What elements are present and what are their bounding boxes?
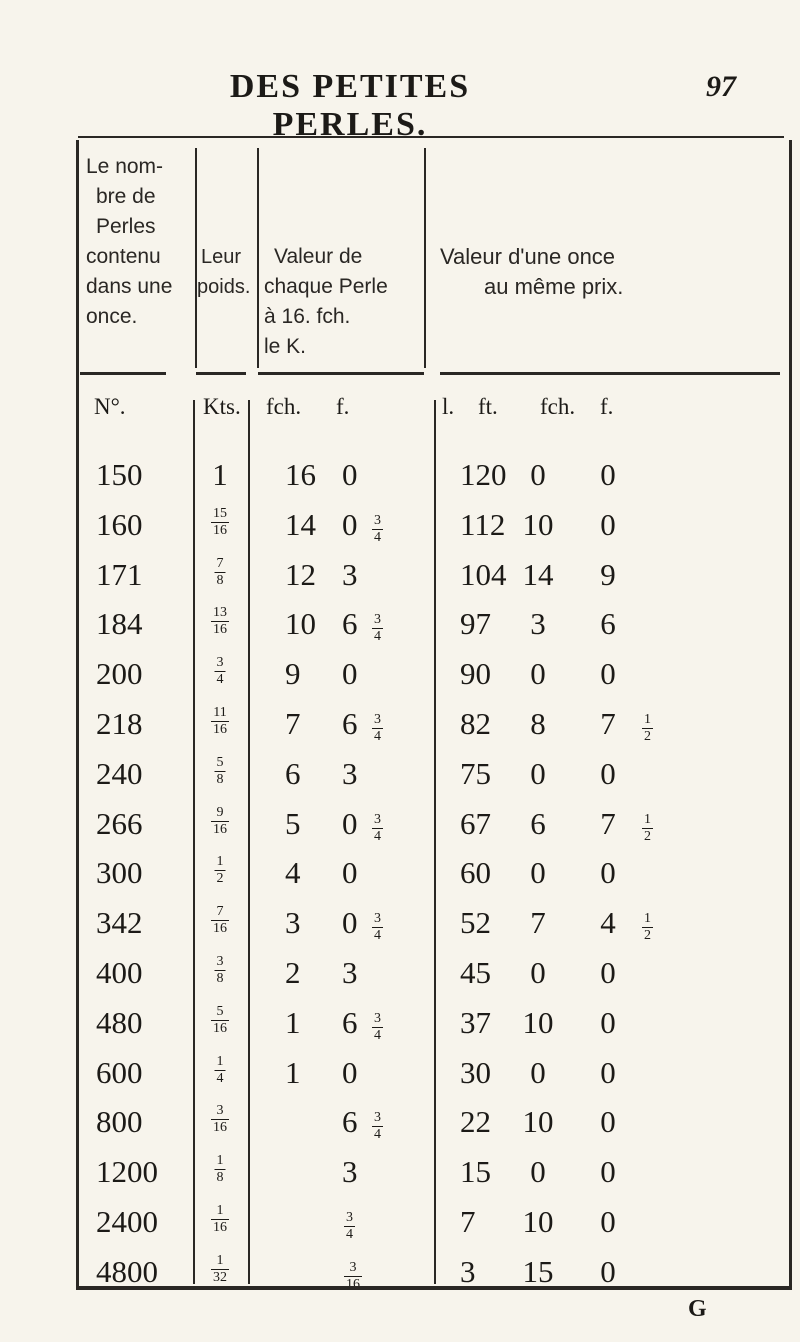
row-ounce-schilling: 0 bbox=[600, 656, 616, 692]
row-weight-fraction-numerator: 11 bbox=[213, 705, 227, 720]
row-ounce-farthing-fraction bbox=[642, 713, 653, 744]
row-count: 171 bbox=[96, 556, 143, 592]
row-each-farthing: 6 bbox=[342, 706, 358, 741]
row-ounce-livre: 3 bbox=[460, 1253, 476, 1289]
row-weight-fraction bbox=[215, 1154, 226, 1185]
row-ounce-farthing-fraction-denominator: 2 bbox=[644, 828, 651, 844]
row-count: 600 bbox=[96, 1054, 143, 1090]
row-ounce-stuiver: 10 bbox=[522, 1104, 554, 1140]
row-weight-fraction-numerator: 9 bbox=[216, 804, 224, 820]
row-each-farthing: 3 bbox=[342, 955, 358, 990]
row-count: 240 bbox=[96, 755, 143, 791]
row-weight-fraction-numerator: 1 bbox=[216, 1153, 224, 1169]
unit-each-schilling: fch. bbox=[266, 394, 302, 419]
row-each-farthing: 3 bbox=[342, 1154, 358, 1190]
row-weight-fraction-denominator: 2 bbox=[216, 871, 224, 887]
row-weight-fraction-numerator: 3 bbox=[216, 1103, 224, 1119]
header-count-line-3: Perles bbox=[96, 215, 156, 238]
row-ounce-schilling: 0 bbox=[600, 755, 616, 791]
row-weight-fraction-denominator: 16 bbox=[213, 722, 227, 737]
row-each-farthing-fraction-denominator: 16 bbox=[346, 1276, 360, 1292]
row-ounce-stuiver: 6 bbox=[530, 805, 546, 841]
header-count-line-5: dans une bbox=[86, 275, 173, 298]
row-ounce-stuiver: 10 bbox=[522, 506, 554, 542]
header-value-each bbox=[264, 242, 388, 362]
unit-ounce-livre: l. bbox=[442, 394, 455, 419]
row-ounce-schilling: 0 bbox=[600, 1204, 616, 1239]
row-each-farthing-fraction-numerator: 3 bbox=[346, 1210, 353, 1225]
row-count: 480 bbox=[96, 1004, 143, 1040]
row-weight-fraction-numerator: 7 bbox=[216, 904, 224, 920]
row-each-farthing: 0 bbox=[342, 457, 358, 492]
row-each-farthing-fraction-numerator: 3 bbox=[374, 1010, 381, 1026]
row-ounce-livre: 90 bbox=[460, 656, 491, 692]
row-weight-fraction-denominator: 16 bbox=[213, 1220, 227, 1235]
row-each-farthing-fraction-numerator: 3 bbox=[374, 911, 381, 927]
row-ounce-livre: 75 bbox=[460, 755, 491, 791]
row-weight-fraction-denominator: 8 bbox=[216, 572, 224, 588]
row-weight-fraction bbox=[211, 507, 229, 538]
row-each-farthing-fraction bbox=[344, 1211, 355, 1242]
row-each-farthing: 0 bbox=[342, 506, 358, 542]
row-weight-fraction bbox=[211, 806, 229, 837]
body-divider-3 bbox=[434, 400, 436, 1284]
running-head: DES PETITES PERLES. bbox=[229, 68, 471, 143]
row-ounce-stuiver: 10 bbox=[522, 1004, 554, 1040]
row-ounce-stuiver: 10 bbox=[522, 1204, 554, 1239]
row-each-farthing: 6 bbox=[342, 1004, 358, 1040]
row-each-farthing-fraction bbox=[372, 1012, 383, 1043]
row-each-farthing-fraction-denominator: 4 bbox=[346, 1227, 353, 1242]
row-count: 1200 bbox=[96, 1154, 158, 1190]
row-weight-fraction-denominator: 16 bbox=[213, 921, 227, 937]
row-ounce-livre: 97 bbox=[460, 606, 491, 642]
body-divider-2 bbox=[248, 400, 250, 1284]
row-weight-fraction bbox=[211, 905, 229, 936]
row-count: 800 bbox=[96, 1104, 143, 1140]
row-each-farthing-fraction bbox=[372, 813, 383, 844]
row-weight-fraction-denominator: 32 bbox=[213, 1269, 227, 1285]
body-divider-1 bbox=[193, 400, 195, 1284]
row-weight-fraction-denominator: 16 bbox=[213, 821, 227, 837]
row-ounce-schilling: 0 bbox=[600, 1054, 616, 1090]
row-ounce-schilling: 0 bbox=[600, 1253, 616, 1289]
row-each-farthing: 3 bbox=[342, 755, 358, 791]
row-each-schilling: 5 bbox=[285, 805, 301, 841]
row-ounce-schilling: 0 bbox=[600, 457, 616, 492]
header-value-ounce-line-2: au même prix. bbox=[484, 274, 624, 299]
row-each-schilling: 4 bbox=[285, 855, 301, 891]
row-each-farthing-fraction-denominator: 4 bbox=[374, 1127, 381, 1143]
row-ounce-schilling: 0 bbox=[600, 855, 616, 891]
row-weight-fraction-numerator: 5 bbox=[216, 754, 224, 770]
row-ounce-livre: 45 bbox=[460, 955, 491, 990]
row-weight-fraction-numerator: 1 bbox=[216, 854, 224, 870]
header-value-ounce-line-1: Valeur d'une once bbox=[440, 244, 616, 269]
row-each-farthing: 0 bbox=[342, 805, 358, 841]
row-each-schilling: 3 bbox=[285, 905, 301, 941]
unit-ounce-farthing: f. bbox=[600, 394, 614, 419]
row-ounce-stuiver: 0 bbox=[530, 955, 546, 990]
row-ounce-schilling: 4 bbox=[600, 905, 616, 941]
row-ounce-farthing-fraction-denominator: 2 bbox=[644, 928, 651, 944]
unit-number: N°. bbox=[94, 394, 126, 419]
row-weight-fraction bbox=[211, 706, 229, 737]
row-ounce-livre: 30 bbox=[460, 1054, 491, 1090]
header-divider-3 bbox=[424, 148, 426, 368]
row-each-farthing: 6 bbox=[342, 1104, 358, 1140]
row-weight-fraction-denominator: 16 bbox=[213, 622, 227, 638]
row-weight-fraction-denominator: 16 bbox=[213, 1120, 227, 1136]
row-ounce-livre: 82 bbox=[460, 706, 491, 741]
row-ounce-stuiver: 0 bbox=[530, 855, 546, 891]
row-each-schilling: 1 bbox=[285, 1004, 301, 1040]
header-rule-value-ounce bbox=[440, 372, 780, 375]
row-ounce-farthing-fraction-numerator: 1 bbox=[644, 712, 651, 727]
row-each-farthing: 6 bbox=[342, 606, 358, 642]
row-count: 342 bbox=[96, 905, 143, 941]
header-value-each-line-3: à 16. fch. bbox=[264, 305, 351, 328]
row-each-farthing: 0 bbox=[342, 905, 358, 941]
row-ounce-livre: 15 bbox=[460, 1154, 491, 1190]
header-weight bbox=[197, 242, 250, 302]
row-weight-fraction-denominator: 8 bbox=[216, 1170, 224, 1186]
row-each-schilling: 7 bbox=[285, 706, 301, 741]
header-weight-line-2: poids. bbox=[197, 276, 251, 298]
row-each-farthing-fraction bbox=[372, 912, 383, 943]
row-each-farthing: 0 bbox=[342, 855, 358, 891]
row-each-schilling: 6 bbox=[285, 755, 301, 791]
row-weight-fraction-numerator: 3 bbox=[216, 954, 224, 969]
header-rule-count bbox=[80, 372, 166, 375]
row-ounce-schilling: 9 bbox=[600, 556, 616, 592]
row-each-farthing-fraction-denominator: 4 bbox=[374, 529, 381, 545]
row-each-schilling: 9 bbox=[285, 656, 301, 692]
unit-ounce-schilling: fch. bbox=[540, 394, 576, 419]
row-weight-fraction-numerator: 15 bbox=[213, 505, 227, 521]
row-ounce-stuiver: 0 bbox=[530, 755, 546, 791]
row-each-farthing-fraction-numerator: 3 bbox=[374, 512, 381, 528]
row-ounce-farthing-fraction bbox=[642, 912, 653, 943]
row-count: 200 bbox=[96, 656, 143, 692]
page-number: 97 bbox=[706, 70, 736, 103]
row-weight-fraction-numerator: 3 bbox=[216, 655, 224, 671]
header-count-line-2: bre de bbox=[96, 185, 156, 208]
row-ounce-livre: 37 bbox=[460, 1004, 491, 1040]
row-weight-fraction bbox=[215, 855, 226, 886]
unit-carats: Kts. bbox=[203, 394, 241, 419]
row-each-farthing-fraction-denominator: 4 bbox=[374, 828, 381, 844]
row-weight-fraction-denominator: 8 bbox=[216, 971, 224, 986]
row-ounce-schilling: 0 bbox=[600, 955, 616, 990]
row-ounce-schilling: 6 bbox=[600, 606, 616, 642]
row-ounce-livre: 104 bbox=[460, 556, 507, 592]
header-value-each-line-2: chaque Perle bbox=[264, 275, 388, 298]
row-each-farthing: 0 bbox=[342, 656, 358, 692]
row-ounce-farthing-fraction-numerator: 1 bbox=[644, 811, 651, 827]
row-ounce-schilling: 0 bbox=[600, 506, 616, 542]
table-top-rule bbox=[78, 136, 784, 138]
row-weight-fraction bbox=[211, 606, 229, 637]
row-ounce-stuiver: 0 bbox=[530, 656, 546, 692]
row-weight-fraction bbox=[215, 955, 226, 986]
header-count-line-4: contenu bbox=[86, 245, 161, 268]
row-count: 184 bbox=[96, 606, 143, 642]
row-each-farthing-fraction-numerator: 3 bbox=[374, 612, 381, 628]
row-each-farthing-fraction-numerator: 3 bbox=[349, 1259, 357, 1275]
row-ounce-livre: 22 bbox=[460, 1104, 491, 1140]
row-each-farthing-fraction bbox=[372, 613, 383, 644]
row-each-schilling: 1 bbox=[285, 1054, 301, 1090]
row-weight-fraction-numerator: 7 bbox=[216, 555, 224, 571]
row-weight-fraction-denominator: 4 bbox=[216, 672, 224, 688]
row-each-farthing-fraction bbox=[372, 514, 383, 545]
row-weight-fraction-denominator: 16 bbox=[213, 1020, 227, 1036]
row-ounce-stuiver: 15 bbox=[522, 1253, 554, 1289]
row-ounce-stuiver: 8 bbox=[530, 706, 546, 741]
row-ounce-stuiver: 0 bbox=[530, 1154, 546, 1190]
header-count-line-6: once. bbox=[86, 305, 138, 328]
row-weight-fraction-numerator: 13 bbox=[213, 605, 227, 621]
row-ounce-schilling: 0 bbox=[600, 1154, 616, 1190]
header-weight-line-1: Leur bbox=[201, 246, 242, 268]
row-each-schilling: 14 bbox=[285, 506, 316, 542]
row-each-schilling: 16 bbox=[285, 457, 316, 492]
row-weight-fraction bbox=[215, 1055, 226, 1086]
row-weight-fraction bbox=[211, 1005, 229, 1036]
row-each-schilling: 10 bbox=[285, 606, 316, 642]
row-weight: 1 bbox=[212, 457, 228, 492]
row-each-farthing-fraction bbox=[372, 713, 383, 744]
row-ounce-stuiver: 0 bbox=[530, 457, 546, 492]
header-value-each-line-4: le K. bbox=[264, 335, 307, 358]
row-weight-fraction bbox=[211, 1254, 229, 1285]
row-ounce-livre: 112 bbox=[460, 506, 506, 542]
row-weight-fraction-numerator: 1 bbox=[216, 1203, 224, 1218]
row-ounce-schilling: 0 bbox=[600, 1004, 616, 1040]
row-ounce-farthing-fraction-denominator: 2 bbox=[644, 729, 651, 744]
row-each-farthing: 3 bbox=[342, 556, 358, 592]
row-ounce-farthing-fraction-numerator: 1 bbox=[644, 911, 651, 927]
row-each-farthing-fraction-denominator: 4 bbox=[374, 729, 381, 744]
row-ounce-livre: 120 bbox=[460, 457, 507, 492]
row-weight-fraction bbox=[211, 1104, 229, 1135]
row-weight-fraction-numerator: 1 bbox=[216, 1252, 224, 1268]
row-ounce-stuiver: 0 bbox=[530, 1054, 546, 1090]
row-ounce-livre: 60 bbox=[460, 855, 491, 891]
row-weight-fraction bbox=[211, 1204, 229, 1235]
row-each-schilling: 12 bbox=[285, 556, 316, 592]
row-ounce-stuiver: 7 bbox=[530, 905, 546, 941]
row-weight-fraction-numerator: 1 bbox=[216, 1053, 224, 1069]
row-weight-fraction-denominator: 8 bbox=[216, 771, 224, 787]
row-ounce-stuiver: 14 bbox=[522, 556, 554, 592]
row-each-farthing-fraction-denominator: 4 bbox=[374, 1027, 381, 1043]
row-each-farthing-fraction-numerator: 3 bbox=[374, 811, 381, 827]
row-count: 400 bbox=[96, 955, 143, 990]
row-ounce-stuiver: 3 bbox=[530, 606, 546, 642]
header-count-line-1: Le nom- bbox=[86, 155, 164, 178]
row-ounce-schilling: 7 bbox=[600, 805, 616, 841]
row-ounce-livre: 52 bbox=[460, 905, 491, 941]
unit-ounce-stuiver: ft. bbox=[478, 394, 498, 419]
header-rule-value-each bbox=[258, 372, 424, 375]
row-each-farthing-fraction-numerator: 3 bbox=[374, 712, 381, 727]
header-divider-2 bbox=[257, 148, 259, 368]
row-ounce-schilling: 0 bbox=[600, 1104, 616, 1140]
row-weight-fraction-denominator: 4 bbox=[216, 1070, 224, 1086]
row-ounce-farthing-fraction bbox=[642, 813, 653, 844]
row-each-farthing: 0 bbox=[342, 1054, 358, 1090]
row-weight-fraction bbox=[215, 756, 226, 787]
row-count: 150 bbox=[96, 457, 143, 492]
table-bottom-rule bbox=[76, 1286, 792, 1290]
row-weight-fraction-numerator: 5 bbox=[216, 1003, 224, 1019]
row-each-farthing-fraction bbox=[372, 1111, 383, 1142]
row-each-farthing-fraction-denominator: 4 bbox=[374, 928, 381, 944]
row-count: 300 bbox=[96, 855, 143, 891]
row-ounce-schilling: 7 bbox=[600, 706, 616, 741]
catchword: G bbox=[688, 1296, 707, 1322]
unit-each-farthing: f. bbox=[336, 394, 350, 419]
header-rule-weight bbox=[196, 372, 246, 375]
row-ounce-livre: 7 bbox=[460, 1204, 476, 1239]
row-each-farthing-fraction-denominator: 4 bbox=[374, 629, 381, 645]
header-value-ounce bbox=[440, 242, 623, 302]
row-each-farthing-fraction-numerator: 3 bbox=[374, 1110, 381, 1126]
row-weight-fraction bbox=[215, 557, 226, 588]
row-count: 2400 bbox=[96, 1204, 158, 1239]
row-count: 218 bbox=[96, 706, 143, 741]
row-count: 160 bbox=[96, 506, 143, 542]
row-each-schilling: 2 bbox=[285, 955, 301, 990]
header-value-each-line-1: Valeur de bbox=[274, 245, 363, 268]
row-ounce-livre: 67 bbox=[460, 805, 491, 841]
row-count: 266 bbox=[96, 805, 143, 841]
row-count: 4800 bbox=[96, 1253, 158, 1289]
header-count bbox=[86, 152, 172, 332]
row-weight-fraction-denominator: 16 bbox=[213, 522, 227, 538]
row-weight-fraction bbox=[215, 656, 226, 687]
